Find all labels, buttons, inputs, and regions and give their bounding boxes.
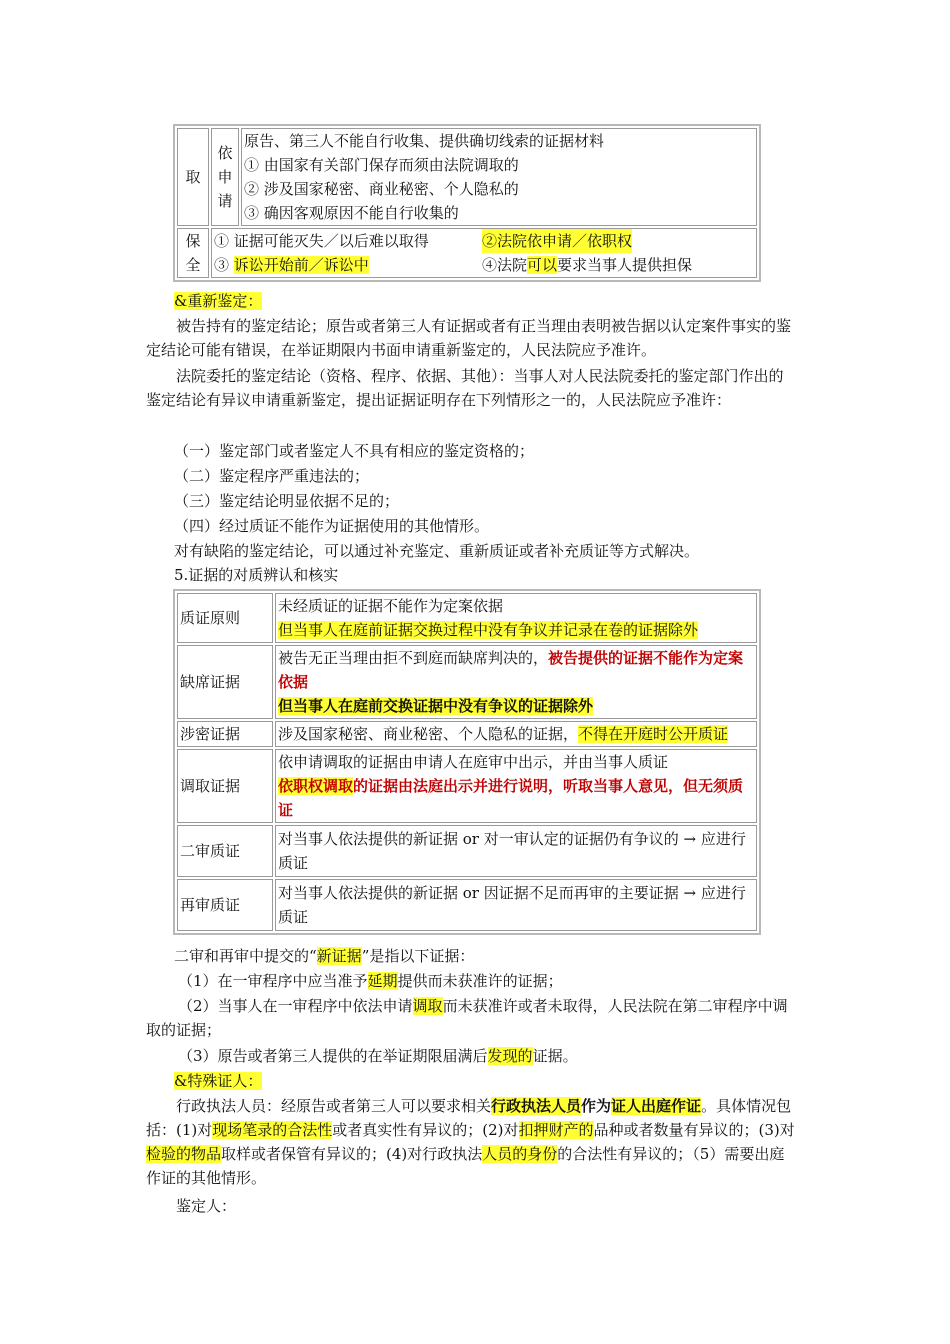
row-label: 再审质证 (177, 879, 273, 931)
item-1-suffix: 提供而未获准许的证据； (397, 972, 563, 990)
text-segment: 品种或者数量有异议的；(3)对 (593, 1121, 795, 1139)
bold-segment: 作为 (581, 1097, 612, 1115)
by-application-text: 依申请 (217, 144, 233, 210)
condition-line: ③ 确因客观原因不能自行收集的 (244, 204, 459, 222)
list-item (178, 1044, 828, 1068)
text-segment: 或者真实性有异议的；(2)对 (332, 1121, 519, 1139)
item-1-highlight: 延期 (367, 972, 398, 990)
cell-preservation-details (211, 228, 757, 278)
retrieval-highlight: 依职权调取 (278, 777, 354, 795)
row-content: 对当事人依法提供的新证据 or 因证据不足而再审的主要证据 → 应进行质证 (275, 879, 757, 931)
item-4-prefix: ④法院 (482, 256, 528, 274)
principle-line: 未经质证的证据不能作为定案依据 (278, 597, 504, 615)
highlight-segment: 证人出庭作证 (611, 1097, 702, 1115)
row-content (275, 593, 757, 643)
heading-special-witness-text: &特殊证人： (174, 1072, 263, 1090)
list-item (178, 969, 828, 993)
paragraph-appraiser: 鉴定人： (176, 1197, 237, 1215)
list-item (146, 994, 796, 1042)
item-1-prefix: （1）在一审程序中应当准予 (178, 972, 368, 990)
cell-application-conditions (241, 128, 757, 226)
paragraph-new-evidence (174, 944, 824, 968)
item-3-prefix: （3）原告或者第三人提供的在举证期限届满后 (178, 1047, 488, 1065)
item-2-suffix: 而未获准许或者未取得，人民法院在第二审程序中调取的证据； (146, 997, 788, 1039)
highlight-segment: 扣押财产的 (518, 1121, 594, 1139)
paragraph-defective-appraisal: 对有缺陷的鉴定结论，可以通过补充鉴定、重新质证或者补充质证等方式解决。 (174, 542, 700, 560)
preservation-item-4 (482, 253, 692, 277)
heading-special-witness (174, 1069, 824, 1093)
highlight-segment: 现场笔录的合法性 (212, 1121, 333, 1139)
secret-text: 涉及国家秘密、商业秘密、个人隐私的证据， (278, 725, 579, 743)
row-label: 调取证据 (177, 749, 273, 823)
text-segment: 的合法性有异议的；（5）需要出庭作证的其他情形。 (146, 1145, 785, 1187)
heading-re-appraisal (174, 289, 824, 313)
highlight-segment: 行政执法人员 (491, 1097, 582, 1115)
item-3-highlight: 诉讼开始前／诉讼中 (233, 256, 369, 274)
paragraph-law-enforcement (146, 1094, 796, 1190)
absence-text: 被告无正当理由拒不到庭而缺席判决的， (278, 649, 549, 667)
item-3-suffix: 证据。 (532, 1047, 578, 1065)
absence-red-text: 被告提供的证据不能作为定案依据 (278, 649, 744, 691)
highlight-segment: 人员的身份 (482, 1145, 558, 1163)
condition-line: ② 涉及国家秘密、商业秘密、个人隐私的 (244, 180, 519, 198)
retrieval-line: 依申请调取的证据由申请人在庭审中出示，并由当事人质证 (278, 753, 669, 771)
preservation-item-1: ① 证据可能灭失／以后难以取得 (214, 232, 429, 250)
row-label: 二审质证 (177, 825, 273, 877)
heading-re-appraisal-text: &重新鉴定： (174, 292, 263, 310)
principle-exception: 但当事人在庭前证据交换过程中没有争议并记录在卷的证据除外 (278, 621, 699, 639)
item-3-highlight: 发现的 (487, 1047, 533, 1065)
condition-line: ① 由国家有关部门保存而须由法院调取的 (244, 156, 519, 174)
preservation-item-2: ②法院依申请／依职权 (482, 229, 632, 253)
new-evidence-prefix: 二审和再审中提交的“ (174, 947, 317, 965)
item-2-highlight: 调取 (412, 997, 443, 1015)
item-3-prefix: ③ (214, 256, 234, 274)
condition-line: 原告、第三人不能自行收集、提供确切线索的证据材料 (244, 132, 605, 150)
list-item: （二）鉴定程序严重违法的； (174, 467, 370, 485)
absence-exception: 但当事人在庭前交换证据中没有争议的证据除外 (278, 697, 594, 715)
row-content (275, 721, 757, 747)
text-segment: 。具体情况包括：(1)对 (146, 1097, 792, 1139)
item-4-highlight: 可以 (527, 256, 558, 274)
highlight-segment: 检验的物品 (146, 1145, 222, 1163)
item-2-prefix: （2）当事人在一审程序中依法申请 (178, 997, 413, 1015)
cell-take: 取 (177, 128, 209, 226)
evidence-collection-table (173, 124, 761, 282)
retrieval-red-text: 的证据由法庭出示并进行说明，听取当事人意见，但无须质证 (278, 777, 744, 819)
row-content (275, 645, 757, 719)
list-item: （三）鉴定结论明显依据不足的； (174, 492, 400, 510)
item-4-suffix: 要求当事人提供担保 (557, 256, 693, 274)
row-label: 缺席证据 (177, 645, 273, 719)
row-label: 涉密证据 (177, 721, 273, 747)
cross-examination-table (173, 589, 761, 935)
row-content: 对当事人依法提供的新证据 or 对一审认定的证据仍有争议的 → 应进行质证 (275, 825, 757, 877)
paragraph-court-appraisal: 法院委托的鉴定结论（资格、程序、依据、其他）：当事人对人民法院委托的鉴定部门作出的鉴定结论有异议申请重新鉴定，提出证据证明存在下列情形之一的，人民法院应予准许： (146, 367, 784, 409)
preservation-item-3 (214, 253, 482, 277)
cell-by-application (211, 128, 239, 226)
cell-preservation (177, 228, 209, 278)
text-segment: 取样或者保管有异议的；(4)对行政执法 (221, 1145, 483, 1163)
row-content (275, 749, 757, 823)
row-label: 质证原则 (177, 593, 273, 643)
secret-highlight: 不得在开庭时公开质证 (578, 725, 729, 743)
new-evidence-suffix: ”是指以下证据： (361, 947, 475, 965)
preservation-text: 保全 (185, 232, 201, 274)
section-heading-cross-examination: 5.证据的对质辨认和核实 (174, 566, 339, 584)
list-item: （四）经过质证不能作为证据使用的其他情形。 (174, 517, 490, 535)
paragraph-defendant-appraisal: 被告持有的鉴定结论；原告或者第三人有证据或者有正当理由表明被告据以认定案件事实的鉴定结论可能有错误，在举证期限内书面申请重新鉴定的，人民法院应予准许。 (146, 317, 792, 359)
new-evidence-highlight: 新证据 (316, 947, 362, 965)
text-segment: 行政执法人员：经原告或者第三人可以要求相关 (176, 1097, 492, 1115)
list-item: （一）鉴定部门或者鉴定人不具有相应的鉴定资格的； (174, 442, 535, 460)
